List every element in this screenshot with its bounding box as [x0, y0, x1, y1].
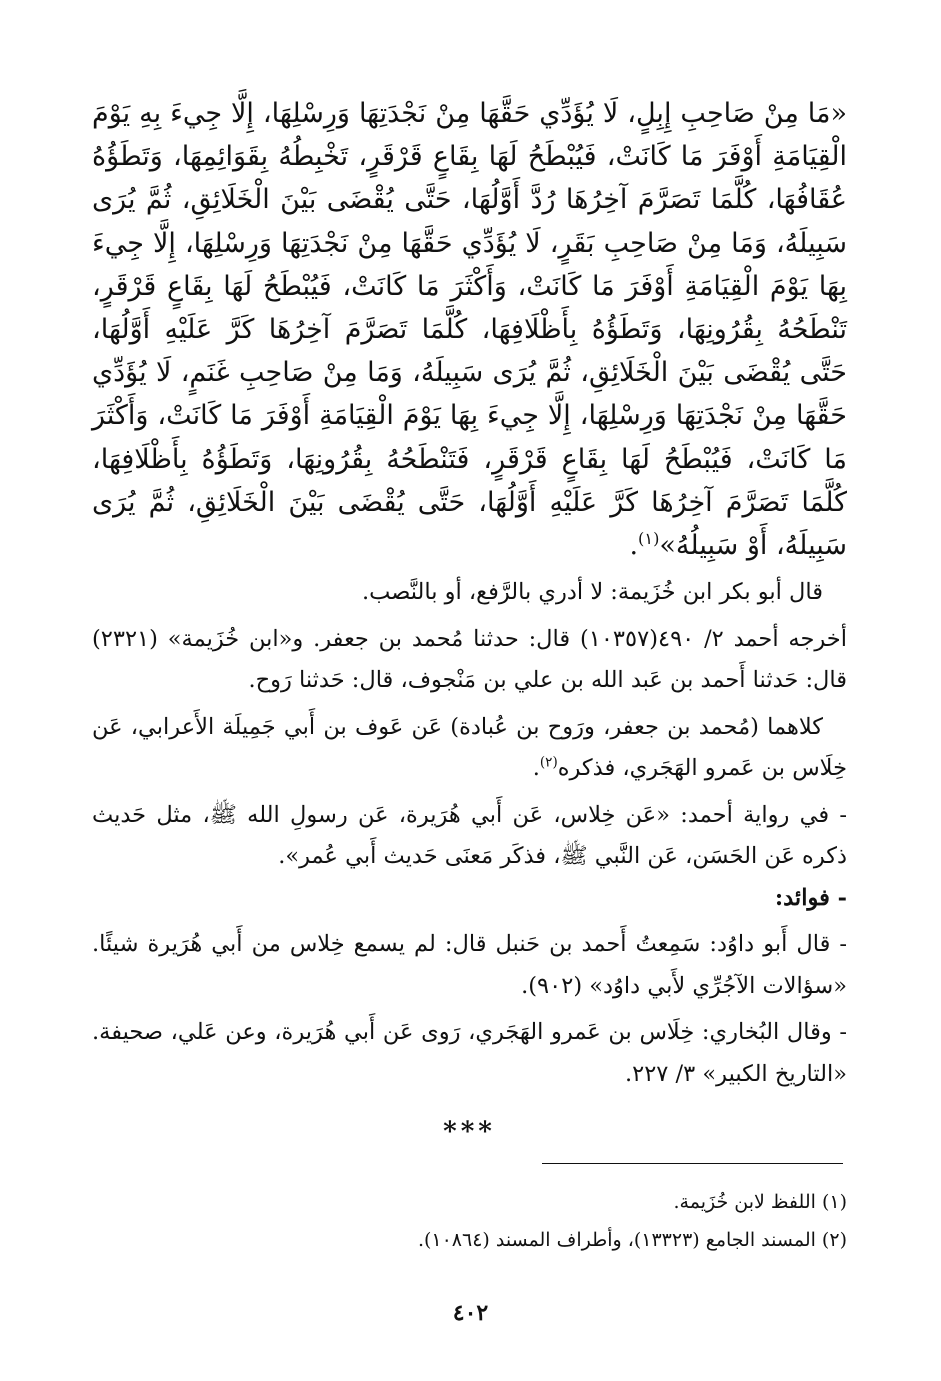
- abu-dawud-note: - قال أَبو داوُد: سَمِعتُ أَحمد بن حَنبل قال: لم يسمع خِلاس من أَبي هُرَيرة شيئًا. «سؤالات الآجُرِّي لأَبي داوُد» (٩٠٢).: [92, 931, 847, 999]
- ahmad-narration: - في رواية أحمد: «عَن خِلاس، عَن أَبي هُرَيرة، عَن رسولِ الله ﷺ، مثل حَديث ذكره عَن الحَسَن، عَن النَّبي ﷺ، فذكَر مَعنَى حَديث أَبي عُمر».: [92, 801, 847, 870]
- main-text: [92, 92, 847, 1147]
- page-number: ٤٠٢: [452, 1300, 489, 1326]
- footnote-ref-2: (٢): [539, 754, 558, 771]
- narrators-text: كلاهما (مُحمد بن جعفر، ورَوح بن عُبادة) عَن عَوف بن أَبي جَمِيلَة الأَعرابي، عَن خِلَاس بن عَمرو الهَجَري، فذكره: [92, 713, 847, 782]
- footnote-ref-1: (١): [638, 529, 660, 549]
- ibn-khuzayma-remark: قال أبو بكر ابن خُزَيمة: لا أدري بالرَّفع، أو بالنَّصب.: [361, 579, 823, 606]
- benefits-heading: - فوائد:: [774, 884, 847, 911]
- footnote-divider: [542, 1163, 843, 1164]
- section-separator: ***: [443, 1117, 496, 1148]
- hadith-body: «مَا مِنْ صَاحِبِ إِبِلٍ، لَا يُؤَدِّي حَقَّهَا مِنْ نَجْدَتِهَا وَرِسْلِهَا، إِلَّا جِيءَ بِهِ يَوْمَ الْقِيَامَةِ أَوْفَرَ مَا كَانَتْ، فَيُبْطَحُ لَهَا بِقَاعٍ قَرْقَرٍ، تَخْبِطُهُ بِقَوَائِمِهَا، وَتَطَؤُهُ عُقَافُهَا، كُلَّمَا تَصَرَّمَ آخِرُهَا رُدَّ أَوَّلُهَا، حَتَّى يُقْضَى بَيْنَ الْخَلَائِقِ، ثُمَّ يُرَى سَبِيلَهُ، وَمَا مِنْ صَاحِبِ بَقَرٍ، لَا يُؤَدِّي حَقَّهَا مِنْ نَجْدَتِهَا وَرِسْلِهَا، إِلَّا جِيءَ بِهَا يَوْمَ الْقِيَامَةِ أَوْفَرَ مَا كَانَتْ، وَأَكْثَرَ مَا كَانَتْ، فَيُبْطَحُ لَهَا بِقَاعٍ قَرْقَرٍ، تَنْطَحُهُ بِقُرُونِهَا، وَتَطَؤُهُ بِأَظْلَافِهَا، كُلَّمَا تَصَرَّمَ آخِرُهَا كَرَّ عَلَيْهِ أَوَّلُهَا، حَتَّى يُقْضَى بَيْنَ الْخَلَائِقِ، ثُمَّ يُرَى سَبِيلَهُ، وَمَا مِنْ صَاحِبِ غَنَمٍ، لَا يُؤَدِّي حَقَّهَا مِنْ نَجْدَتِهَا وَرِسْلِهَا، إِلَّا جِيءَ بِهَا يَوْمَ الْقِيَامَةِ أَوْفَرَ مَا كَانَتْ، وَأَكْثَرَ مَا كَانَتْ، فَيُبْطَحُ لَهَا بِقَاعٍ قَرْقَرٍ، فَتَنْطَحُهُ بِقُرُونِهَا، وَتَطَؤُهُ بِأَظْلَافِهَا، كُلَّمَا تَصَرَّمَ آخِرُهَا كَرَّ عَلَيْهِ أَوَّلُهَا، حَتَّى يُقْضَى بَيْنَ الْخَلَائِقِ، ثُمَّ يُرَى سَبِيلَهُ، أَوْ سَبِيلُهُ»: [92, 98, 847, 562]
- takhrij-paragraph: أخرجه أحمد ٢/ ٤٩٠(١٠٣٥٧) قال: حدثنا مُحمد بن جعفر. و«ابن خُزَيمة» (٢٣٢١) قال: حَدثنا أَحمد بن عَبد الله بن علي بن مَنْجوف، قال: حَدثنا رَوح.: [92, 625, 847, 694]
- narrators-end: .: [532, 755, 540, 782]
- hadith-text: «مَا مِنْ صَاحِبِ إِبِلٍ، لَا يُؤَدِّي حَقَّهَا مِنْ نَجْدَتِهَا وَرِسْلِهَا، إِلَّا جِيءَ بِهِ يَوْمَ الْقِيَامَةِ أَوْفَرَ مَا كَانَتْ، فَيُبْطَحُ لَهَا بِقَاعٍ قَرْقَرٍ، تَخْبِطُهُ بِقَوَائِمِهَا، وَتَطَؤُهُ عُقَافُهَا، كُلَّمَا تَصَرَّمَ آخِرُهَا رُدَّ أَوَّلُهَا، حَتَّى يُقْضَى بَيْنَ الْخَلَائِقِ، ثُمَّ يُرَى سَبِيلَهُ، وَمَا مِنْ صَاحِبِ بَقَرٍ، لَا يُؤَدِّي حَقَّهَا مِنْ نَجْدَتِهَا وَرِسْلِهَا، إِلَّا جِيءَ بِهَا يَوْمَ الْقِيَامَةِ أَوْفَرَ مَا كَانَتْ، وَأَكْثَرَ مَا كَانَتْ، فَيُبْطَحُ لَهَا بِقَاعٍ قَرْقَرٍ، تَنْطَحُهُ بِقُرُونِهَا، وَتَطَؤُهُ بِأَظْلَافِهَا، كُلَّمَا تَصَرَّمَ آخِرُهَا كَرَّ عَلَيْهِ أَوَّلُهَا، حَتَّى يُقْضَى بَيْنَ الْخَلَائِقِ، ثُمَّ يُرَى سَبِيلَهُ، وَمَا مِنْ صَاحِبِ غَنَمٍ، لَا يُؤَدِّي حَقَّهَا مِنْ نَجْدَتِهَا وَرِسْلِهَا، إِلَّا جِيءَ بِهَا يَوْمَ الْقِيَامَةِ أَوْفَرَ مَا كَانَتْ، وَأَكْثَرَ مَا كَانَتْ، فَيُبْطَحُ لَهَا بِقَاعٍ قَرْقَرٍ، فَتَنْطَحُهُ بِقُرُونِهَا، وَتَطَؤُهُ بِأَظْلَافِهَا، كُلَّمَا تَصَرَّمَ آخِرُهَا كَرَّ عَلَيْهِ أَوَّلُهَا، حَتَّى يُقْضَى بَيْنَ الْخَلَائِقِ، ثُمَّ يُرَى سَبِيلَهُ، أَوْ سَبِيلُهُ»$^{(١)}$.: [92, 98, 847, 562]
- narrators-paragraph: [92, 707, 847, 790]
- footnote-2: (٢) المسند الجامع (١٣٣٢٣)، وأطراف المسند (١٠٨٦٤).: [417, 1229, 847, 1251]
- footnotes: [92, 1183, 847, 1259]
- bukhari-note: - وقال البُخاري: خِلَاس بن عَمرو الهَجَري، رَوى عَن أَبي هُرَيرة، وعن عَلي، صحيفة. «التاريخ الكبير» ٣/ ٢٢٧.: [92, 1019, 847, 1087]
- footnote-1: (١) اللفظ لابن خُزَيمة.: [673, 1191, 847, 1213]
